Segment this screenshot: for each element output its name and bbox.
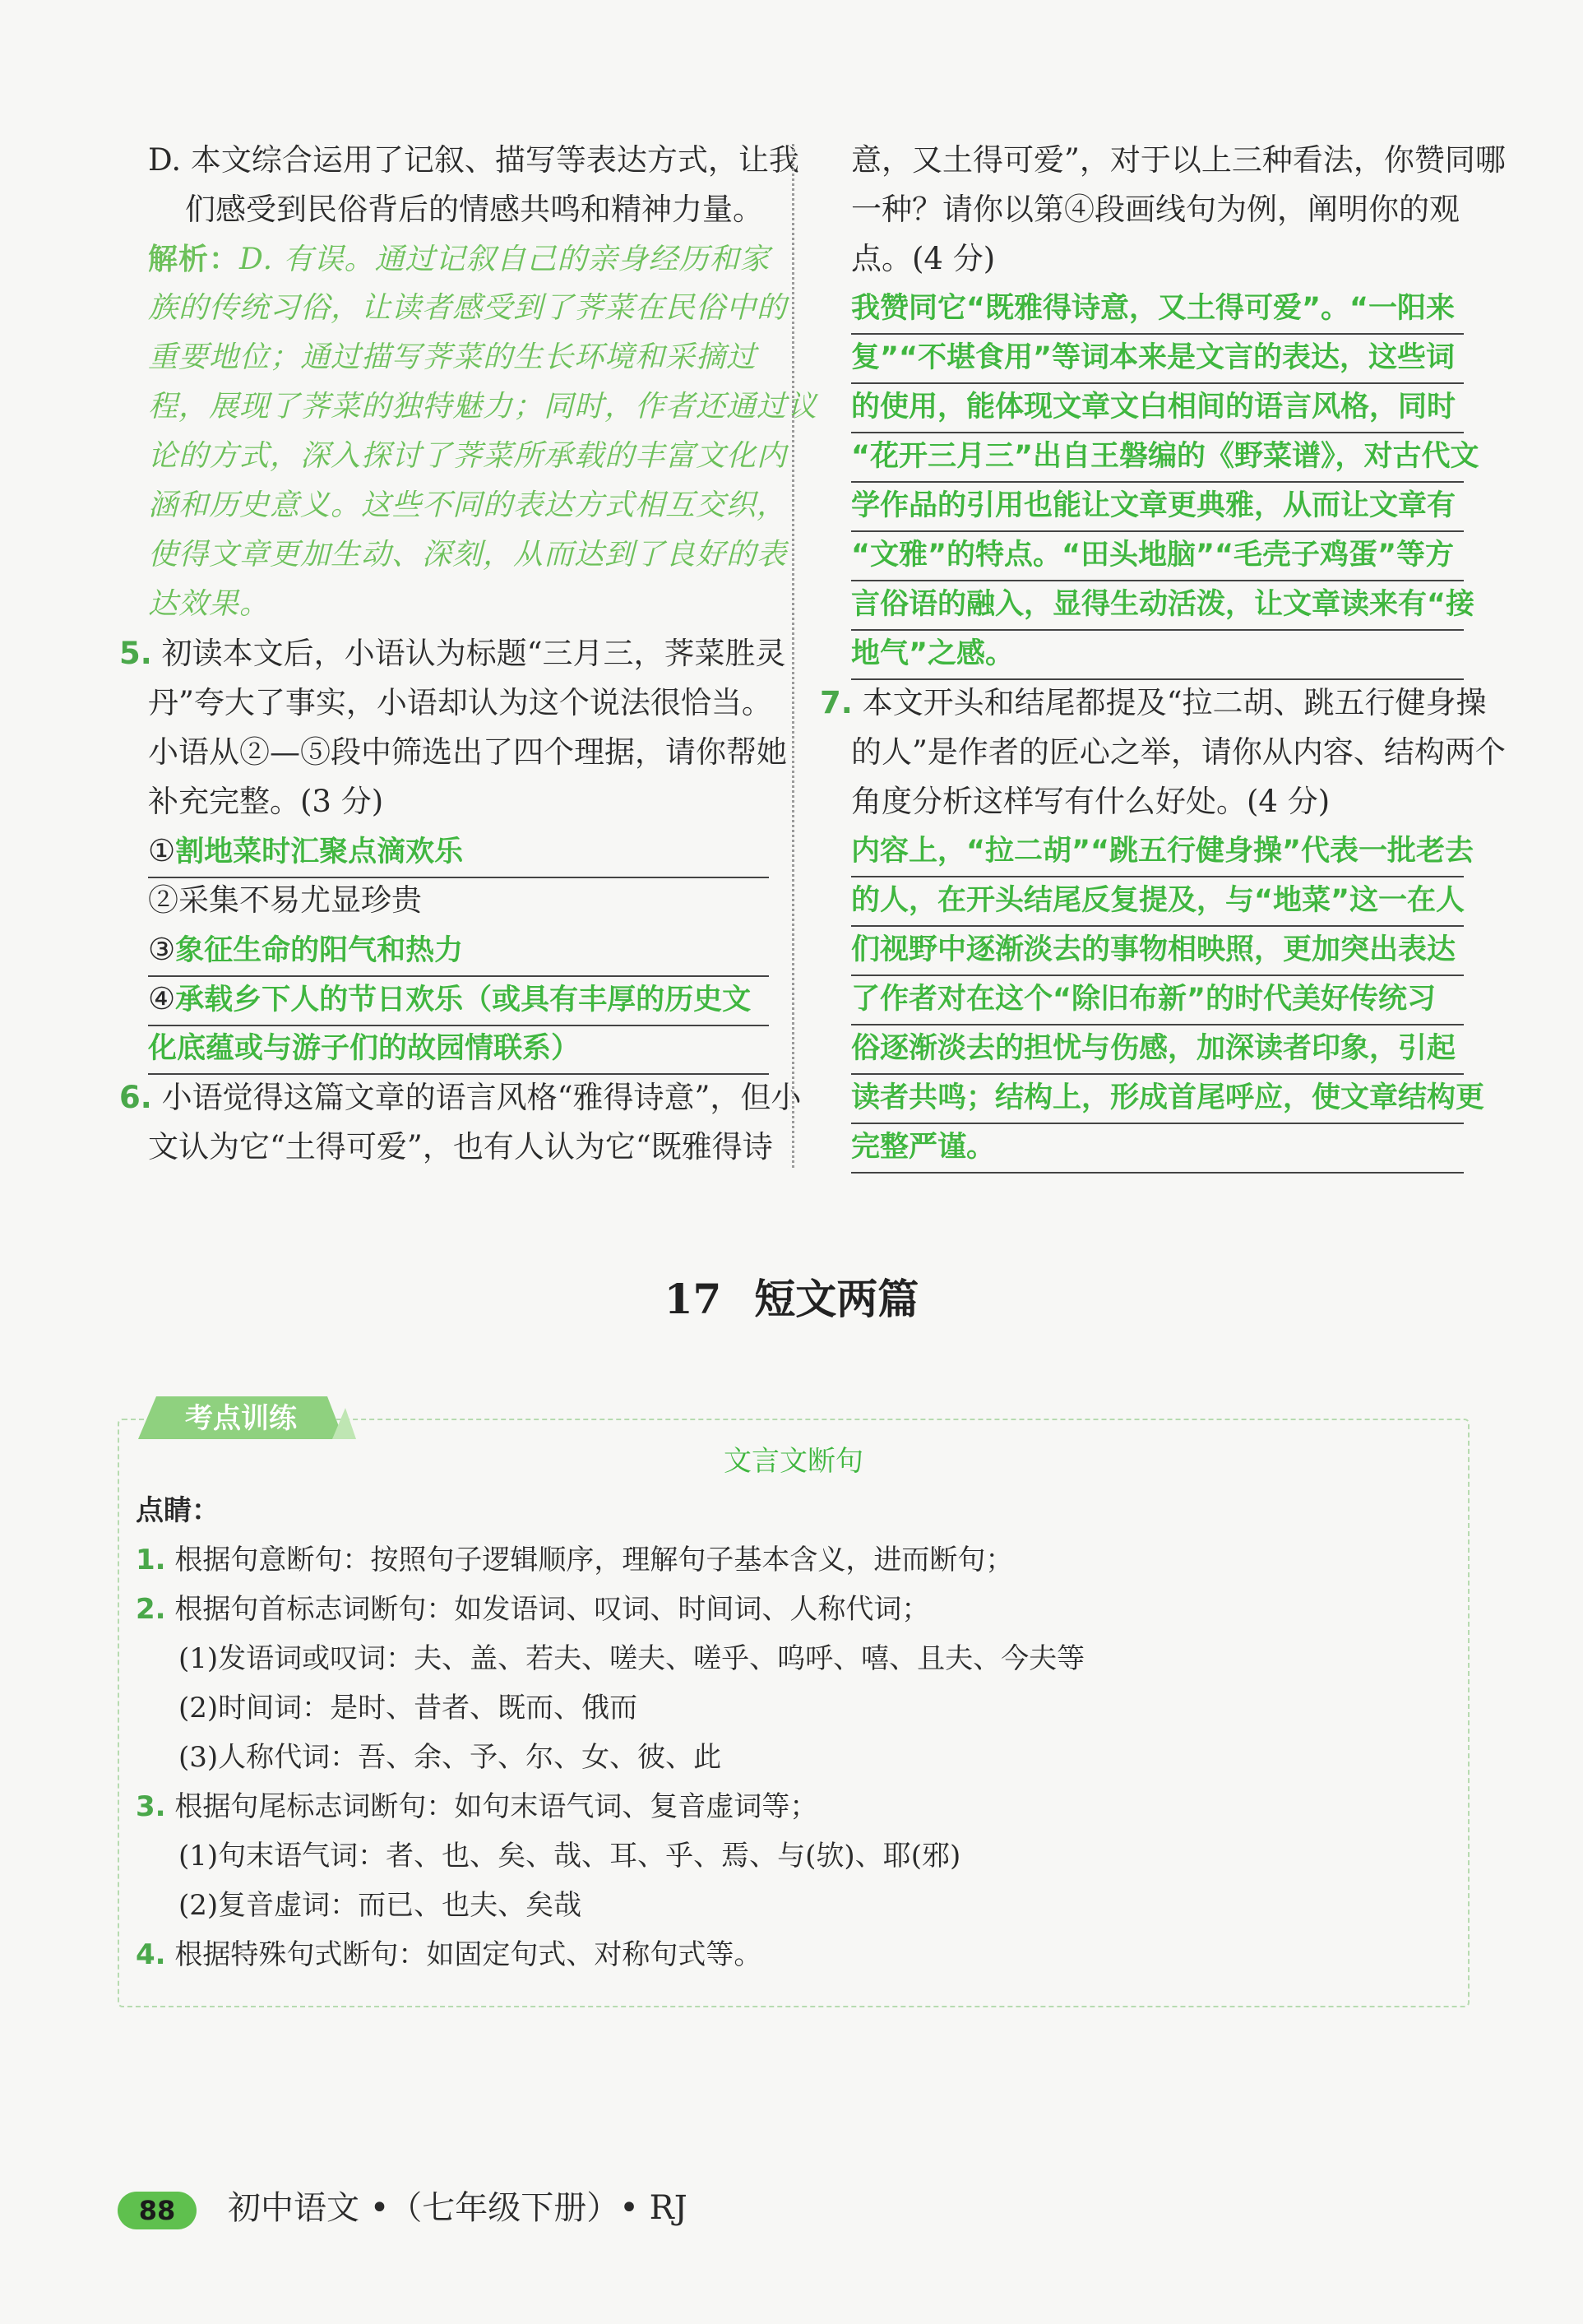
question-text: 角度分析这样写有什么好处。(4 分) [851,784,1331,819]
answer-line: “花开三月三”出自王磐编的《野菜谱》，对古代文 [851,432,1464,483]
question-text: 的人”是作者的匠心之举，请你从内容、结构两个 [851,734,1506,770]
section-name: 短文两篇 [754,1275,919,1323]
analysis-line: 达效果。 [148,587,271,621]
answer-text: 象征生命的阳气和热力 [175,934,464,967]
answer-line: 们视野中逐渐淡去的事物相映照，更加突出表达 [851,925,1464,976]
rule-3-sub: (1)句末语气词：者、也、矣、哉、耳、乎、焉、与(欤)、耶(邪) [178,1840,961,1873]
question-number: 6. [119,1080,152,1115]
question-text: 初读本文后，小语认为标题“三月三，荠菜胜灵 [161,636,786,671]
q7-answer [851,826,1485,1172]
answer-line: 地气”之感。 [851,629,1464,680]
answer-line: 的使用，能体现文章文白相间的语言风格，同时 [851,382,1464,433]
answer-text: 割地菜时汇聚点滴欢乐 [175,836,464,868]
question-number: 5. [119,636,152,671]
answer-item-3: ③象征生命的阳气和热力 [148,925,769,977]
section-title [0,1266,1583,1326]
answer-line: 复”“不堪食用”等词本来是文言的表达，这些词 [851,333,1464,384]
rule-2-sub: (2)时间词：是时、昔者、既而、俄而 [178,1692,638,1724]
page-number-badge: 88 [118,2192,197,2229]
analysis-line: 重要地位；通过描写荠菜的生长环境和采摘过 [148,340,757,374]
kaodian-tab-shape [138,1396,356,1439]
option-d-line1: D. 本文综合运用了记叙、描写等表达方式，让我 [148,142,799,178]
column-divider [792,144,794,1168]
answer-line: 完整严谨。 [851,1123,1464,1174]
answer-text: 承载乡下人的节日欢乐（或具有丰厚的历史文 [175,984,752,1016]
question-text: 补充完整。(3 分) [148,784,384,819]
page-footer [118,2183,687,2233]
kaodian-content [136,1420,1451,1979]
dianjing-label: 点睛： [136,1494,220,1527]
question-text: 文认为它“土得可爱”，也有人认为它“既雅得诗 [148,1129,773,1164]
answer-text: 化底蕴或与游子们的故园情联系） [148,1024,769,1075]
question-text: 丹”夸大了事实，小语却认为这个说法很恰当。 [148,685,772,720]
question-5 [119,629,787,1073]
question-text: 一种？请你以第④段画线句为例，阐明你的观 [851,192,1460,227]
option-d-line2: 们感受到民俗背后的情感共鸣和精神力量。 [185,192,763,227]
analysis-line: 程，展现了荠菜的独特魅力；同时，作者还通过议 [148,390,818,424]
answer-line: 言俗语的融入，显得生动活泼，让文章读来有“接 [851,580,1464,631]
answer-line: 我赞同它“既雅得诗意，又土得可爱”。“一阳来 [851,284,1464,335]
rule-3-sub: (2)复音虚词：而已、也夫、矣哉 [178,1889,582,1922]
analysis-line: 论的方式，深入探讨了荠菜所承载的丰富文化内 [148,439,788,473]
rule-1: 1. 根据句意断句：按照句子逻辑顺序，理解句子基本含义，进而断句； [136,1544,1014,1576]
rule-2-sub: (1)发语词或叹词：夫、盖、若夫、嗟夫、嗟乎、呜呼、嘻、且夫、今夫等 [178,1642,1085,1675]
answer-line: “文雅”的特点。“田头地脑”“毛壳子鸡蛋”等方 [851,530,1464,581]
question-text: 小语从②—⑤段中筛选出了四个理据，请你帮她 [148,734,787,770]
question-text: 本文开头和结尾都提及“拉二胡、跳五行健身操 [862,685,1487,720]
answer-item-1: ①割地菜时汇聚点滴欢乐 [148,826,769,878]
given-item-2: ②采集不易尤显珍贵 [148,882,422,918]
analysis-block [119,234,818,629]
kaodian-box [118,1419,1470,2007]
answer-line: 俗逐渐淡去的担忧与伤感，加深读者印象，引起 [851,1024,1464,1075]
answer-line: 的人，在开头结尾反复提及，与“地菜”这一在人 [851,876,1464,927]
analysis-line: 使得文章更加生动、深刻，从而达到了良好的表 [148,538,788,572]
analysis-line: 族的传统习俗，让读者感受到了荠菜在民俗中的 [148,291,788,325]
right-column [820,136,1506,1172]
question-text: 意，又土得可爱”，对于以上三种看法，你赞同哪 [851,142,1506,178]
rule-4: 4. 根据特殊句式断句：如固定句式、对称句式等。 [136,1938,762,1971]
kaodian-tab-label: 考点训练 [185,1402,297,1435]
rule-3: 3. 根据句尾标志词断句：如句末语气词、复音虚词等； [136,1790,818,1823]
left-column [119,136,818,1172]
footer-text: 初中语文 •（七年级下册）• RJ [228,2189,687,2227]
answer-line: 了作者对在这个“除旧布新”的时代美好传统习 [851,975,1464,1025]
question-6 [119,1073,802,1172]
section-number: 17 [664,1275,722,1323]
answer-item-4: ④承载乡下人的节日欢乐（或具有丰厚的历史文 [148,975,769,1026]
question-number: 7. [820,685,853,720]
analysis-line: D. 有误。通过记叙自己的亲身经历和家 [239,243,771,276]
kaodian-tab [138,1396,356,1439]
analysis-line: 涵和历史意义。这些不同的表达方式相互交织， [148,488,788,522]
answer-line: 读者共鸣；结构上，形成首尾呼应，使文章结构更 [851,1073,1464,1124]
question-text: 小语觉得这篇文章的语言风格“雅得诗意”，但小 [161,1080,802,1115]
analysis-label: 解析： [148,242,240,276]
question-7 [820,678,1506,826]
rule-2-sub: (3)人称代词：吾、余、予、尔、女、彼、此 [178,1741,722,1774]
question-text: 点。(4 分) [851,241,996,276]
rule-2: 2. 根据句首标志词断句：如发语词、叹词、时间词、人称代词； [136,1593,930,1626]
answer-line: 内容上，“拉二胡”“跳五行健身操”代表一批老去 [851,826,1464,877]
answer-line: 学作品的引用也能让文章更典雅，从而让文章有 [851,481,1464,532]
kaodian-subtitle: 文言文断句 [724,1445,863,1478]
q6-answer [851,284,1479,678]
